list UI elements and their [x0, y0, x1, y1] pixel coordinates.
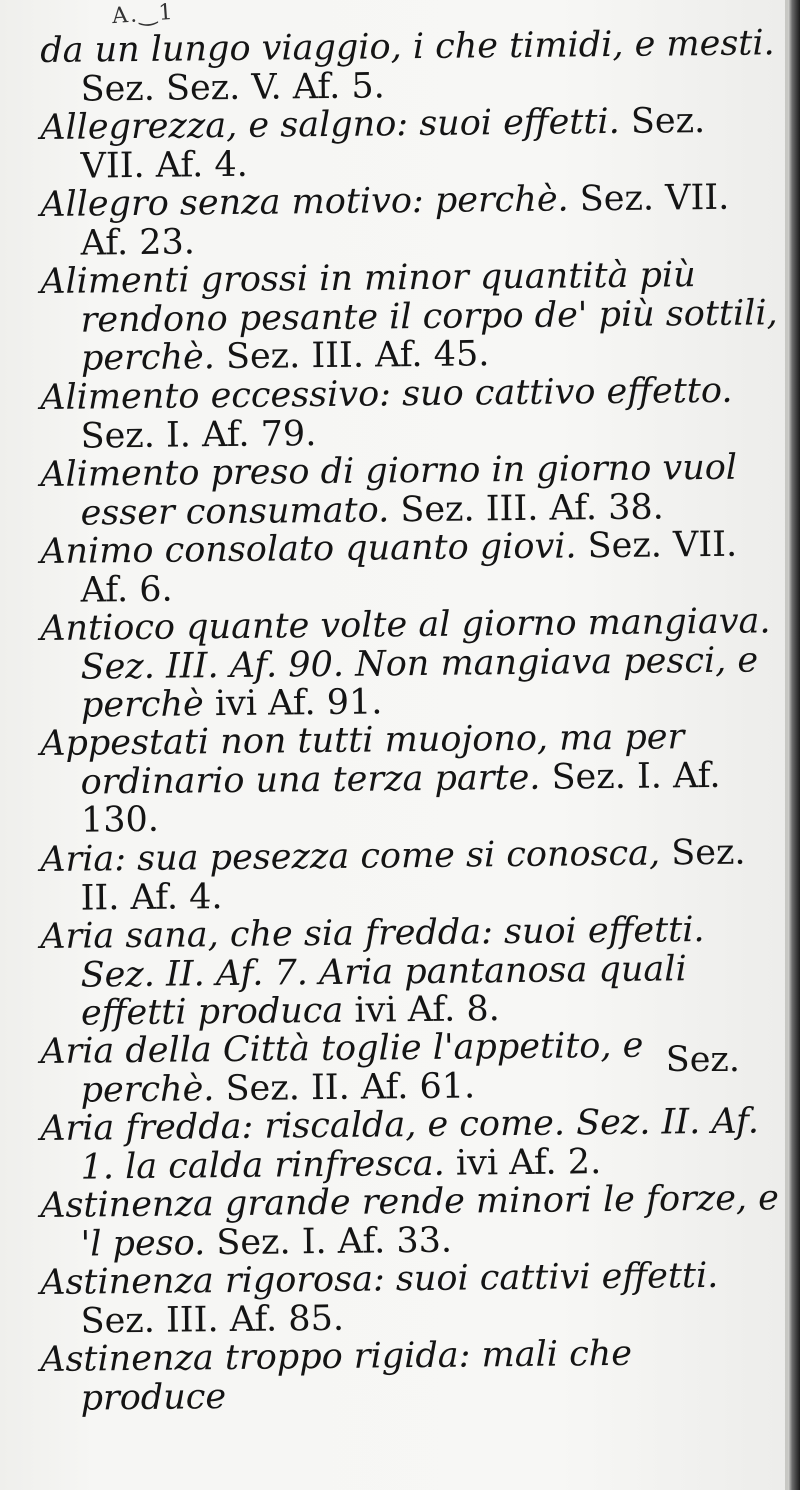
- page-right-edge: [788, 0, 800, 1490]
- entry-reference: Sez. II. Af. 4.: [80, 832, 746, 918]
- index-entry: [40, 24, 781, 109]
- entry-text: da un lungo viaggio, i che timidi, e mesti.: [39, 23, 775, 71]
- entry-term: Animo: [39, 530, 154, 572]
- entry-reference: Sez. I. Af. 33.: [216, 1220, 453, 1263]
- entry-text: non tutti muojono, ma per ordinario una terza parte.: [80, 717, 685, 803]
- entry-term: Astinenza: [39, 1338, 215, 1380]
- entry-term: Alimenti: [39, 260, 190, 302]
- entry-reference: Sez. Sez. V. Af. 5.: [80, 65, 385, 110]
- entry-reference: ivi Af. 2.: [455, 1141, 602, 1184]
- entry-text: grande rende minori le forze, e 'l peso.: [80, 1178, 780, 1265]
- index-entry: [40, 910, 781, 1033]
- entry-text: senza motivo: perchè.: [179, 179, 569, 224]
- entry-text: troppo rigida: mali che produce: [80, 1333, 633, 1419]
- index-entry: [40, 1333, 781, 1418]
- index-text-block: [39, 23, 780, 1419]
- entry-text: : sua pesezza come si conosca,: [114, 833, 661, 879]
- entry-text: eccessivo: suo cattivo effetto.: [210, 370, 733, 416]
- entry-reference: Sez. III. Af. 45.: [225, 334, 490, 378]
- entry-reference: Sez. VII. Af. 4.: [80, 101, 706, 187]
- index-entry: [40, 833, 781, 918]
- index-entry: [40, 1179, 781, 1264]
- index-entry: [40, 525, 781, 610]
- index-entry: [40, 1256, 781, 1341]
- page-corner-mark: A.‿1: [111, 0, 176, 30]
- index-entry: [40, 717, 781, 840]
- entry-reference: Sez. I. Af. 130.: [80, 755, 721, 841]
- index-entry: [40, 1102, 781, 1187]
- catchword: Sez.: [665, 1040, 740, 1080]
- entry-term: Astinenza: [39, 1184, 215, 1226]
- entry-term: Aria: [39, 1108, 115, 1149]
- index-entry: [40, 448, 781, 533]
- entry-term: Alimento: [39, 452, 200, 495]
- entry-term: Allegro: [39, 183, 169, 225]
- entry-reference: Sez. VII. Af. 23.: [80, 177, 730, 264]
- entry-reference: Sez. I. Af. 79.: [80, 413, 317, 456]
- entry-term: Aria: [39, 1031, 115, 1072]
- entry-term: Appestati: [39, 722, 210, 764]
- entry-text: consolato quanto giovi.: [164, 525, 577, 571]
- entry-text: rigorosa: suoi cattivi effetti.: [224, 1255, 719, 1302]
- index-entry: [40, 101, 781, 186]
- entry-term: Antioco: [39, 607, 176, 649]
- index-entry: [40, 371, 781, 456]
- entry-term: Aria: [39, 838, 115, 880]
- entry-reference: ivi Af. 8.: [354, 988, 500, 1031]
- entry-text: sana, che sia fredda: suoi effetti. Sez. II. Af. 7. Aria pantanosa quali effetti produca: [80, 909, 705, 1034]
- index-entry: [40, 178, 781, 263]
- entry-term: Alimento: [39, 375, 200, 418]
- entry-text: preso di giorno in giorno vuol esser consumato.: [80, 447, 738, 533]
- entry-reference: Sez. II. Af. 61.: [225, 1065, 476, 1109]
- entry-reference: Sez. VII. Af. 6.: [80, 524, 738, 610]
- entry-reference: ivi Af. 91.: [214, 681, 383, 724]
- entry-reference: Sez. III. Af. 85.: [80, 1298, 345, 1342]
- index-entry: [40, 255, 781, 378]
- index-entry: [40, 602, 781, 725]
- entry-reference: Sez. III. Af. 38.: [400, 486, 664, 530]
- entry-text: , e salgno: suoi effetti.: [225, 101, 620, 147]
- entry-term: Astinenza: [39, 1261, 215, 1303]
- entry-text: della Città toglie l'appetito, e perchè.: [80, 1025, 644, 1111]
- entry-text: fredda: riscalda, e come. Sez. II. Af. 1. la calda rinfresca.: [80, 1101, 760, 1188]
- entry-text: quante volte al giorno mangiava. Sez. III. Af. 90. Non mangiava pesci, e perchè: [80, 600, 771, 726]
- entry-text: grossi in minor quantità più rendono pesante il corpo de' più sottili, perchè.: [80, 255, 778, 379]
- entry-term: Aria: [39, 915, 115, 957]
- entry-term: Allegrezza: [39, 106, 227, 148]
